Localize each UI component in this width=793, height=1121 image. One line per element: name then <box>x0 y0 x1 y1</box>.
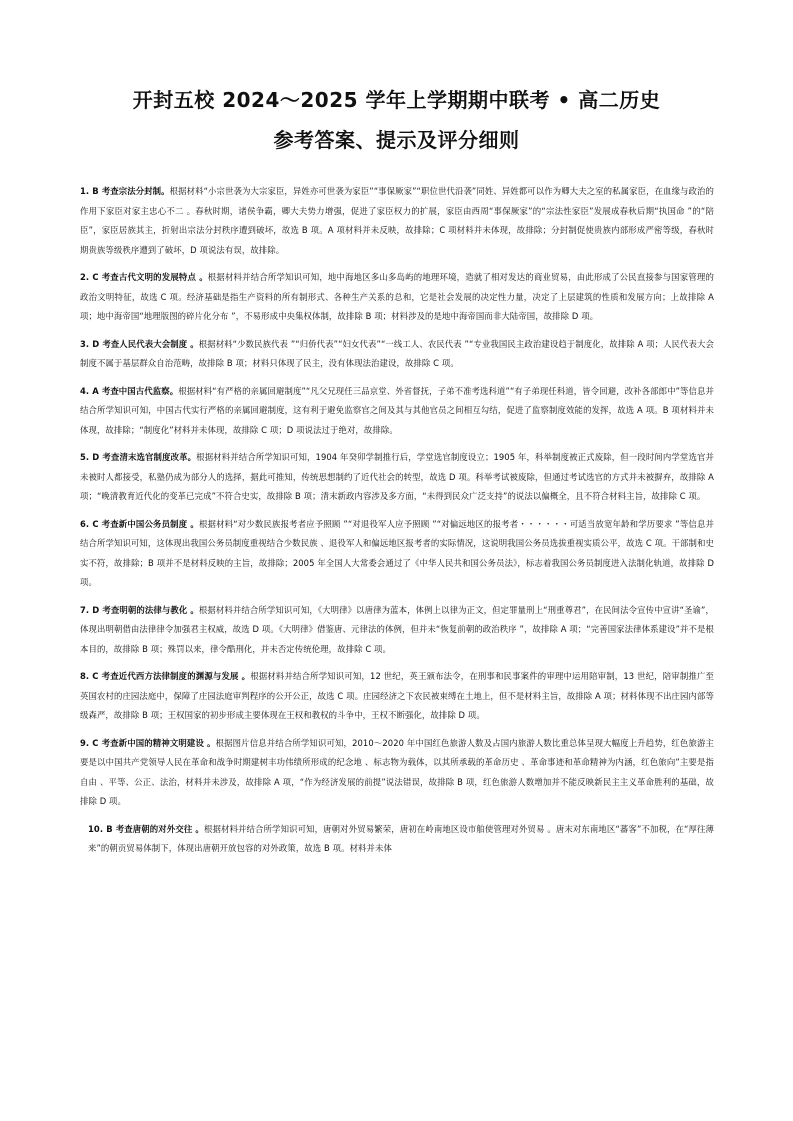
answer-lead: 6. C 考查新中国公务员制度 。 <box>80 518 199 529</box>
answer-item-6 <box>80 515 714 593</box>
answer-lead: 7. D 考查明朝的法律与教化 。 <box>80 604 199 615</box>
answer-item-9 <box>80 734 714 812</box>
answer-text: 根据材料并结合所学知识可知，1904 年癸卯学制推行后，学堂选官制度设立；1905 年，科举制度被正式废除，但一段时间内学堂选官并未被时人都接受，私塾仍成为部分人的选择，据此可推知，传统思想制约了近代社会的转型，故选 D 项。科举考试被废除，但通过考试选官的方式并未被摒弃，故排除 A 项；“晚清教育近代化的变革已完成”不符合史实，故排除 B 项；清末新政内容涉及多方面，“未得到民众广泛支持”的说法以偏概全，且不符合材料主旨，故排除 C 项。 <box>80 452 714 501</box>
answer-text: 根据材料“少数民族代表 ”“归侨代表”“妇女代表”“一线工人、农民代表 ”“专业我国民主政治建设趋于制度化，故排除 A 项；人民代表大会制度不属于基层群众自治范畴，故排除 B 项；材料只体现了民主，没有体现法治建设，故排除 C 项。 <box>80 338 714 368</box>
answer-lead: 4. A 考查中国古代监察。 <box>80 385 179 396</box>
answer-item-10 <box>80 820 714 859</box>
document-title: 开封五校 2024～2025 学年上学期期中联考 • 高二历史 <box>132 88 661 112</box>
answer-text: 根据材料“小宗世袭为大宗家臣，异姓亦可世袭为家臣”“事保厥家”“职位世代沿袭”同姓、异姓都可以作为卿大夫之室的私属家臣，在血缘与政治的作用下家臣对家主忠心不二 。春秋时期，诸侯争霸，卿大夫势力增强，促进了家臣权力的扩展，家臣由西周“事保厥家”的“宗法性家臣”发展成春秋后期“执国命 ”的“陪臣”，家臣居族其主，折射出宗法分封秩序遭到破坏，故选 B 项。A 项材料并未反映，故排除；C 项材料并未体现，故排除；分封制促使贵族内部形成严密等级，春秋时期贵族等级秩序遭到了破坏，D 项说法有误，故排除。 <box>80 186 714 255</box>
answer-text: 根据材料并结合所学知识可知，12 世纪，英王颁布法令，在刑事和民事案件的审理中运用陪审制，13 世纪，陪审制推广至英国农村的庄园法庭中，保障了庄园法庭审判程序的公开公正，故选 C 项。庄园经济之下农民被束缚在土地上，但不是材料主旨，故排除 A 项；材料体现不出庄园内部等级森严，故排除 B 项；王权国家的初步形成主要体现在王权和教权的斗争中，王权不断强化，故排除 D 项。 <box>80 671 714 720</box>
answer-lead: 1. B 考查宗法分封制。 <box>80 186 170 196</box>
answer-lead: 9. C 考查新中国的精神文明建设 。 <box>80 737 216 748</box>
answer-text: 根据材料“对少数民族报考者应予照顾 ”“对退役军人应予照顾 ”“对偏远地区的报考者・・・・・・可适当放宽年龄和学历要求 ”等信息并结合所学知识可知，这体现出我国公务员制度重视结合少数民族 、退役军人和偏远地区报考者的实际情况，这说明我国公务员选拔重视实质公平，故选 C 项。干部制和史实不符，故排除；B 项并不是材料反映的主旨，故排除；2005 年全国人大常委会通过了《中华人民共和国公务员法》，标志着我国公务员制度进入法制化轨道，故排除 D 项。 <box>80 518 715 587</box>
answer-list <box>80 182 714 859</box>
answer-item-1 <box>80 182 714 260</box>
answer-lead: 3. D 考查人民代表大会制度 。 <box>80 338 199 349</box>
answer-text: 根据材料“有严格的亲属回避制度”“凡父兄现任三品京堂、外省督抚，子弟不准考选科道”“有子弟现任科道，皆令回避，改补各部郎中”等信息并结合所学知识可知，中国古代实行严格的亲属回避制度，这有利于避免监察官之间及其与其他官员之间相互勾结，促进了监察制度效能的发挥，故选 A 项。B 项材料并未体现，故排除；“制度化”材料并未体现，故排除 C 项；D 项说法过于绝对，故排除。 <box>80 385 714 435</box>
answer-text: 根据材料并结合所学知识可知，唐朝对外贸易繁荣，唐初在岭南地区设市舶使管理对外贸易 。唐末对东南地区“蕃客”不加税，在“厚往薄来”的朝贡贸易体制下，体现出唐朝开放包容的对外政策，故选 B 项。材料并未体 <box>88 823 714 853</box>
answer-item-4 <box>80 382 714 441</box>
answer-lead: 2. C 考查古代文明的发展特点 。 <box>80 272 208 282</box>
answer-item-7 <box>80 601 714 660</box>
document-subtitle: 参考答案、提示及评分细则 <box>273 128 520 152</box>
answer-text: 根据材料并结合所学知识可知，地中海地区多山多岛屿的地理环境，造就了相对发达的商业贸易，由此形成了公民直接参与国家管理的政治文明特征，故选 C 项。经济基础是指生产资料的所有制形式、各种生产关系的总和，它是社会发展的决定性力量，决定了上层建筑的性质和发展方向；上故排除 A 项；地中海帝国“地理版图的碎片化分布 ”，不易形成中央集权体制，故排除 B 项；材料涉及的是地中海帝国而非大陆帝国，故排除 D 项。 <box>80 272 714 321</box>
answer-lead: 5. D 考查清末选官制度改革。 <box>80 452 197 462</box>
answer-lead: 10. B 考查唐朝的对外交往 。 <box>88 823 204 834</box>
answer-item-5 <box>80 448 714 507</box>
answer-item-2 <box>80 268 714 327</box>
answer-text: 根据材料并结合所学知识可知，《大明律》以唐律为蓝本，体例上以律为正文，但定罪量刑上“刑重尊君”，在民间法令宣传中宣讲“圣谕”，体现出明朝借由法律律令加强君主权威，故选 D 项。《大明律》借鉴唐、元律法的体例，但并未“恢复前朝的政治秩序 ”，故排除 A 项；“完善国家法律体系建设”并不是根本目的，故排除 B 项；殊罚以来，律令酷刑化，并未否定传统伦理，故排除 C 项。 <box>80 604 714 654</box>
answer-text: 根据图片信息并结合所学知识可知，2010～2020 年中国红色旅游人数及占国内旅游人数比重总体呈现大幅度上升趋势，红色旅游主要是以中国共产党领导人民在革命和战争时期建树丰功伟绩所形成的纪念地 、标志物为载体，以其所承载的革命历史 、革命事迹和革命精神为内涵，红色旅向”主要是指自由 、平等、公正、法治，材料并未涉及，故排除 A 项，“作为经济发展的前提”说法错误，故排除 B 项，红色旅游人数增加并不能反映新民主主义革命胜利的基础，故排除 D 项。 <box>80 737 714 806</box>
answer-item-8 <box>80 667 714 726</box>
answer-lead: 8. C 考查近代西方法律制度的渊源与发展 。 <box>80 671 251 681</box>
answer-item-3 <box>80 335 714 374</box>
